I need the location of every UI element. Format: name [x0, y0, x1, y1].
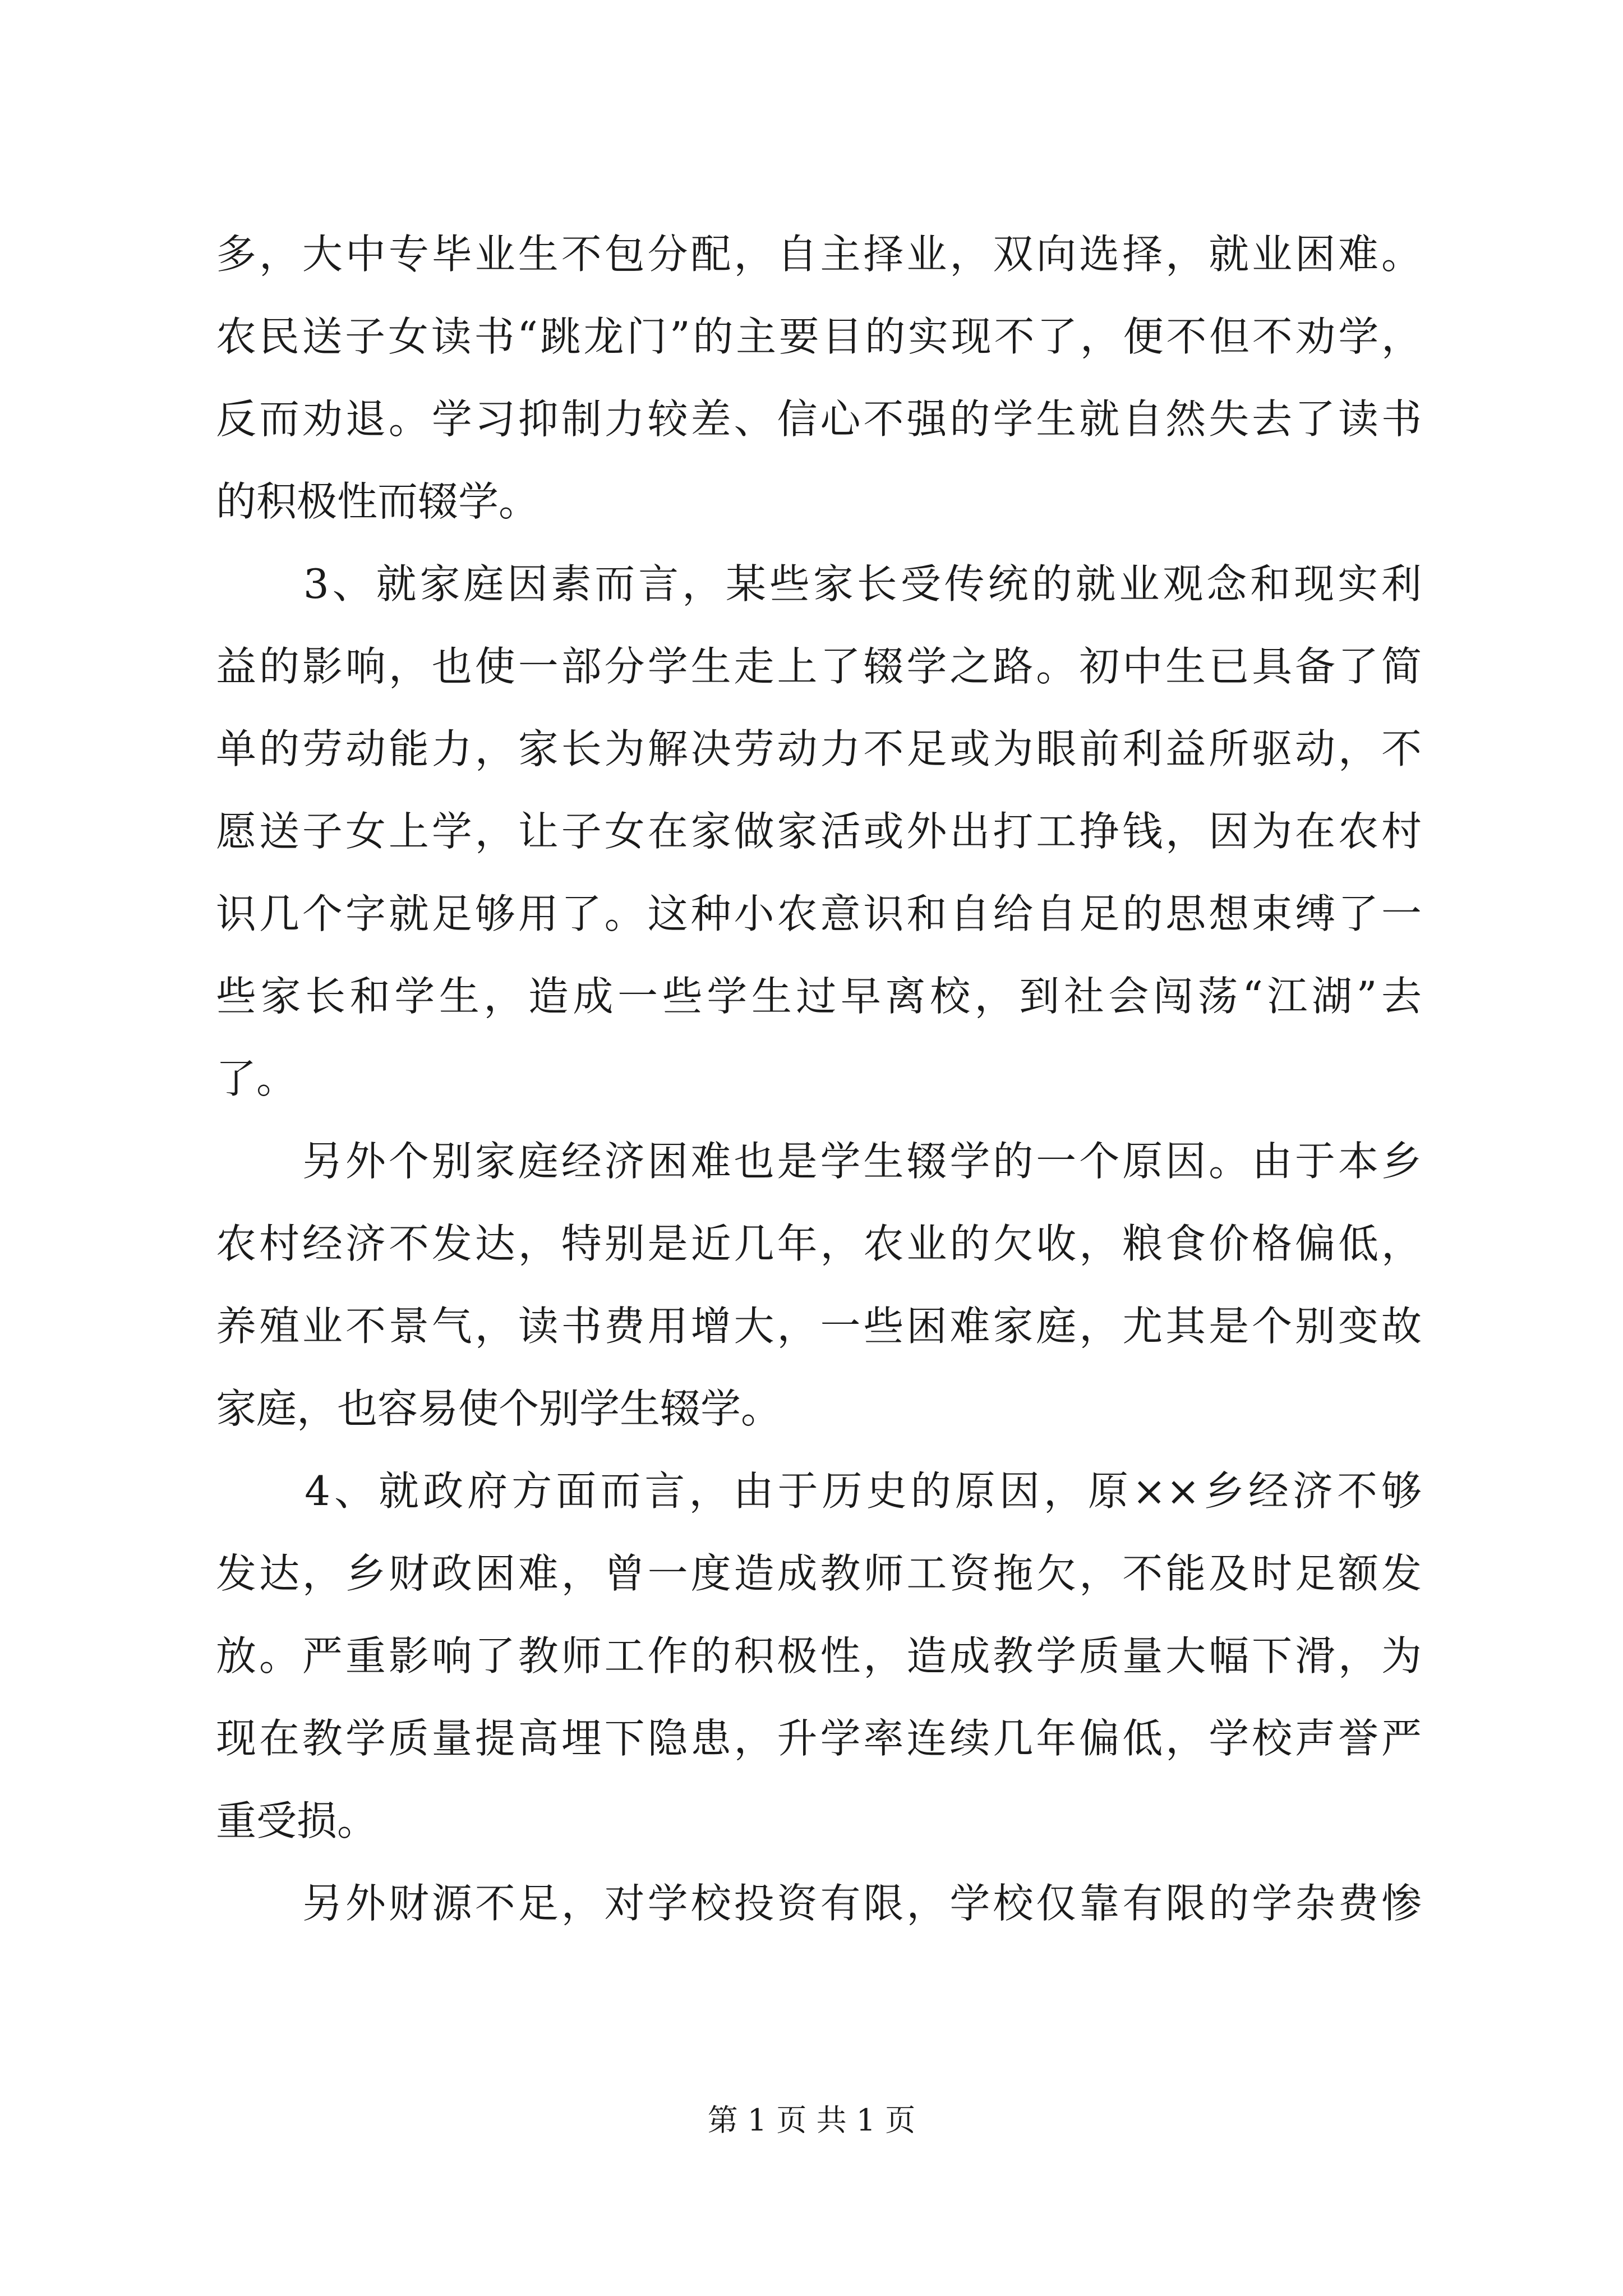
- text-line: 放。严重影响了教师工作的积极性，造成教学质量大幅下滑，为: [216, 1632, 1422, 1680]
- text-line: 愿送子女上学，让子女在家做家活或外出打工挣钱，因为在农村: [216, 808, 1422, 855]
- text-line: 益的影响，也使一部分学生走上了辍学之路。初中生已具备了简: [216, 643, 1422, 690]
- text-line: 现在教学质量提高埋下隐患，升学率连续几年偏低，学校声誉严: [216, 1715, 1422, 1762]
- text-line: 农村经济不发达，特别是近几年，农业的欠收，粮食价格偏低，: [216, 1220, 1422, 1267]
- text-line: 多，大中专毕业生不包分配，自主择业，双向选择，就业困难。: [216, 231, 1422, 278]
- text-line: 家庭，也容易使个别学生辍学。: [216, 1385, 782, 1432]
- text-line: 4、就政府方面而言，由于历史的原因，原××乡经济不够: [216, 1467, 1422, 1515]
- text-line: 单的劳动能力，家长为解决劳动力不足或为眼前利益所驱动，不: [216, 725, 1422, 772]
- text-line: 重受损。: [216, 1797, 378, 1844]
- text-line: 另外财源不足，对学校投资有限，学校仅靠有限的学杂费惨: [216, 1880, 1422, 1927]
- text-line: 些家长和学生，造成一些学生过早离校，到社会闯荡“江湖”去: [216, 973, 1422, 1020]
- page-footer: [0, 2098, 1623, 2143]
- text-line: 了。: [216, 1055, 297, 1102]
- page-number-label: 第 1 页 共 1 页: [707, 2102, 916, 2138]
- text-line: 发达，乡财政困难，曾一度造成教师工资拖欠，不能及时足额发: [216, 1550, 1422, 1597]
- text-line: 养殖业不景气，读书费用增大，一些困难家庭，尤其是个别变故: [216, 1303, 1422, 1350]
- text-line: 农民送子女读书“跳龙门”的主要目的实现不了，便不但不劝学，: [216, 313, 1422, 360]
- text-line: 识几个字就足够用了。这种小农意识和自给自足的思想束缚了一: [216, 890, 1422, 937]
- text-line: 3、就家庭因素而言，某些家长受传统的就业观念和现实利: [216, 560, 1422, 608]
- text-line: 的积极性而辍学。: [216, 478, 540, 525]
- body-text: [216, 213, 1422, 1945]
- text-line: 反而劝退。学习抑制力较差、信心不强的学生就自然失去了读书: [216, 395, 1422, 443]
- text-line: 另外个别家庭经济困难也是学生辍学的一个原因。由于本乡: [216, 1138, 1422, 1185]
